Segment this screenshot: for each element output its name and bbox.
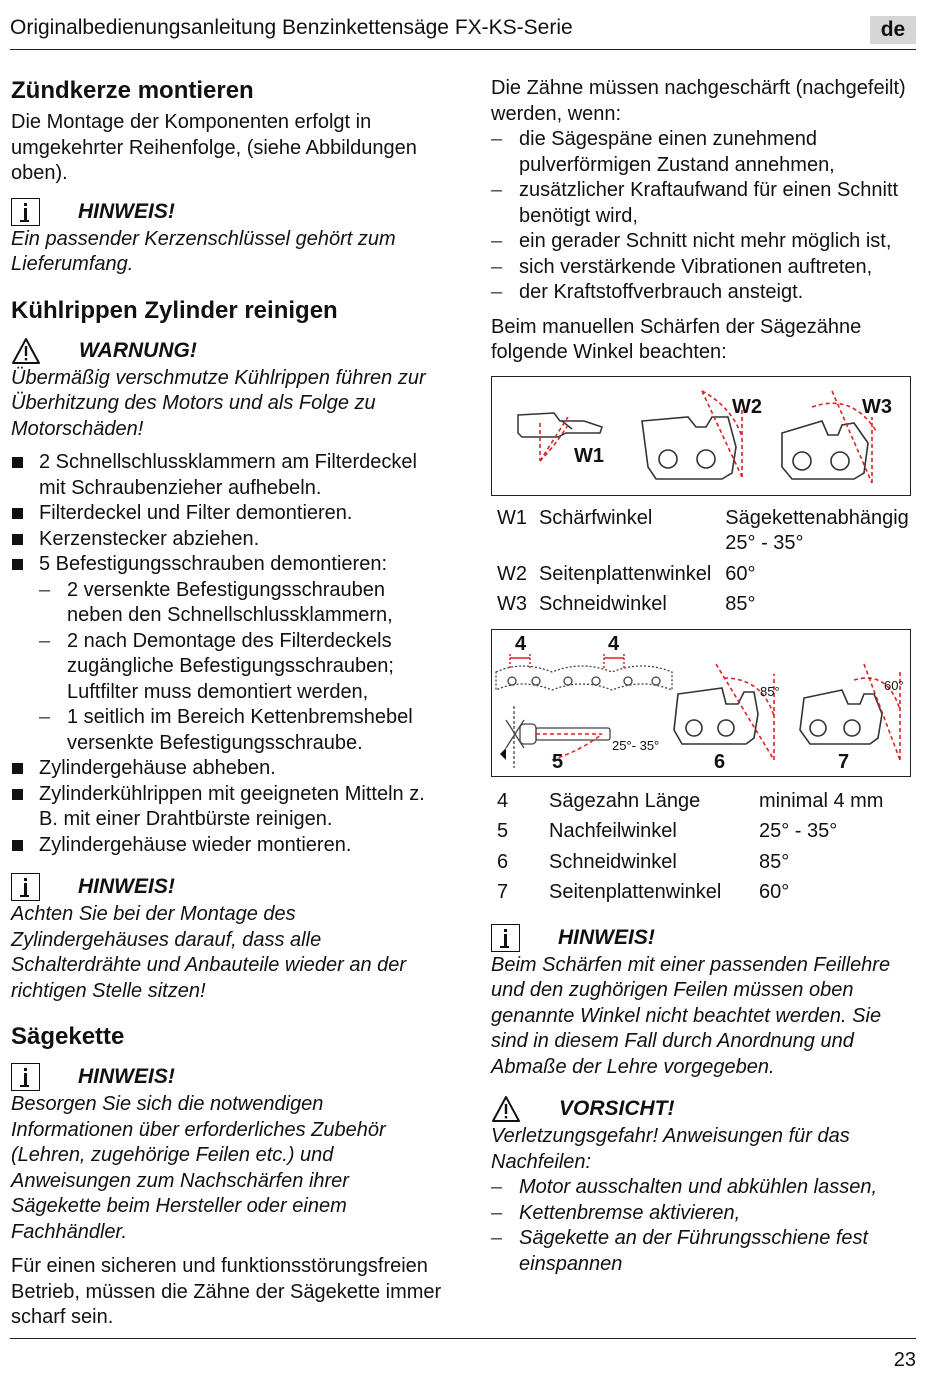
cell-code: 6 <box>497 850 509 873</box>
list-item: – ein gerader Schnitt nicht mehr möglich ist, <box>491 229 921 255</box>
page-header <box>10 14 916 50</box>
list-item: – zusätzlicher Kraftaufwand für einen Schnitt benötigt wird, <box>491 178 921 229</box>
table-row <box>497 590 921 621</box>
info-icon <box>11 1063 40 1091</box>
tooth-top-view <box>518 413 602 437</box>
right-column <box>491 76 921 1277</box>
cell-value: 60° <box>759 881 790 903</box>
sharpen-conditions <box>491 127 921 306</box>
page-number: 23 <box>893 1349 916 1371</box>
sublist-item: – 2 versenkte Befestigungsschrauben neben den Schnellschlussklammern, <box>39 578 443 629</box>
notice-header <box>11 1062 443 1092</box>
list-item: Zylindergehäuse abheben. <box>11 756 443 782</box>
cell-code: 7 <box>497 881 509 903</box>
caution-label: VORSICHT! <box>559 1097 675 1120</box>
label-w2: W2 <box>732 395 762 418</box>
tooth-side-view-w2 <box>642 417 736 479</box>
angle-diagram-2 <box>492 630 909 775</box>
angle-figure-2 <box>491 629 911 777</box>
cell-code: W1 <box>497 506 527 529</box>
list-item: Zylinderkühlrippen mit geeigneten Mitteln z. B. mit einer Drahtbürste reinigen. <box>11 782 443 833</box>
notice-label: HINWEIS! <box>78 199 175 223</box>
arrow-icon <box>500 748 506 760</box>
label-w3: W3 <box>862 395 892 418</box>
table-row <box>497 504 921 560</box>
cell-name: Schärfwinkel <box>538 506 653 529</box>
cell-code: 5 <box>497 820 509 842</box>
heading-cooling-fins: Kühlrippen Zylinder reinigen <box>11 296 338 324</box>
saw-chain-text: Für einen sicheren und funktionsstörungsfreien Betrieb, müssen die Zähne der Sägekette immer scharf sein. <box>11 1255 442 1328</box>
notice-label: HINWEIS! <box>78 875 175 898</box>
sharpen-intro: Die Zähne müssen nachgeschärft (nachgefeilt) werden, wenn: <box>491 77 906 125</box>
label-7: 7 <box>838 750 850 773</box>
screw-sublist <box>39 578 443 757</box>
sublist-item: – 1 seitlich im Bereich Kettenbremshebel versenkte Befestigungsschraube. <box>39 705 443 756</box>
cell-name: Seitenplattenwinkel <box>549 881 722 903</box>
cell-value: Sägekettenabhängig 25° - 35° <box>725 506 909 554</box>
caution-steps <box>491 1175 921 1277</box>
cell-name: Schneidwinkel <box>538 593 667 615</box>
angles-intro: Beim manuellen Schärfen der Sägezähne folgende Winkel beachten: <box>491 315 862 363</box>
heading-spark-plug: Zündkerze montieren <box>11 77 254 104</box>
warning-header <box>11 336 443 366</box>
language-badge: de <box>870 16 916 44</box>
cell-code: W3 <box>497 593 527 615</box>
list-item: – der Kraftstoffverbrauch ansteigt. <box>491 280 921 306</box>
chain-strip <box>496 666 672 690</box>
notice-text: Ein passender Kerzenschlüssel gehört zum Lieferumfang. <box>11 227 396 275</box>
cell-name: Schneidwinkel <box>549 850 677 873</box>
warning-icon <box>491 1095 521 1123</box>
table-row <box>497 817 883 848</box>
cell-name: Seitenplattenwinkel <box>538 562 712 585</box>
left-column <box>11 60 443 1331</box>
page-footer <box>10 1338 916 1371</box>
angle-table-1 <box>497 504 921 621</box>
angle-diagram-1 <box>492 377 909 494</box>
notice-text: Achten Sie bei der Montage des Zylindergehäuses darauf, dass alle Schalterdrähte und Anbauteile wieder an der richtigen Stelle sitzen! <box>11 903 407 1002</box>
table-row <box>497 787 883 818</box>
list-item: Zylindergehäuse wieder montieren. <box>11 833 443 859</box>
heading-saw-chain: Sägekette <box>11 1023 125 1050</box>
angle-figure-1 <box>491 376 911 496</box>
cell-value: 60° <box>725 562 756 585</box>
table-row <box>497 560 921 591</box>
list-item: – sich verstärkende Vibrationen auftreten, <box>491 255 921 281</box>
table-row <box>497 878 883 909</box>
cell-code: 4 <box>497 789 509 812</box>
list-item: 2 Schnellschlussklammern am Filterdeckel mit Schraubenzieher aufhebeln. <box>11 450 443 501</box>
label-5: 5 <box>552 750 564 773</box>
caution-text: Verletzungsgefahr! Anweisungen für das Nachfeilen: <box>491 1125 850 1173</box>
info-icon <box>11 198 40 226</box>
info-icon <box>11 873 40 901</box>
list-item-text: 5 Befestigungsschrauben demontieren: <box>39 553 388 575</box>
info-icon <box>491 924 520 952</box>
table-row <box>497 848 883 879</box>
cell-value: 25° - 35° <box>759 820 838 842</box>
cleaning-steps <box>11 450 443 858</box>
sublist-item: – 2 nach Demontage des Filterdeckels zugängliche Befestigungsschrauben; Luftfilter muss demontiert werden, <box>39 629 443 706</box>
notice-label: HINWEIS! <box>558 925 655 949</box>
cell-name: Sägezahn Länge <box>549 789 701 812</box>
list-item: – die Sägespäne einen zunehmend pulverförmigen Zustand annehmen, <box>491 127 921 178</box>
notice-label: HINWEIS! <box>78 1065 175 1088</box>
warning-label: WARNUNG! <box>79 338 197 362</box>
header-title: Originalbedienungsanleitung Benzinkettensäge FX-KS-Serie <box>10 16 573 39</box>
cell-value: 85° <box>725 593 756 615</box>
label-4b: 4 <box>608 632 620 655</box>
tooth-side-view-w3 <box>782 421 868 479</box>
tooth-6 <box>674 688 758 744</box>
label-60: 60° <box>884 677 904 693</box>
spark-plug-text: Die Montage der Komponenten erfolgt in umgekehrter Reihenfolge, (siehe Abbildungen oben). <box>11 111 417 184</box>
list-item: – Motor ausschalten und abkühlen lassen, <box>491 1175 921 1201</box>
list-item: – Kettenbremse aktivieren, <box>491 1201 921 1227</box>
cell-name: Nachfeilwinkel <box>549 820 677 842</box>
list-item <box>11 552 443 756</box>
list-item: – Sägekette an der Führungsschiene fest einspannen <box>491 1226 921 1277</box>
cell-code: W2 <box>497 562 527 585</box>
tooth-7 <box>800 690 882 744</box>
label-6: 6 <box>714 750 726 773</box>
list-item: Kerzenstecker abziehen. <box>11 527 443 553</box>
warning-icon <box>11 337 41 365</box>
notice-header <box>11 872 443 902</box>
label-w1: W1 <box>574 444 604 467</box>
cell-value: 85° <box>759 850 790 873</box>
notice-text: Besorgen Sie sich die notwendigen Informationen über erforderliches Zubehör (Lehren, zugehörige Feilen etc.) und Anweisungen zum Nachschärfen ihrer Sägekette beim Hersteller oder einem Fachhändler. <box>11 1093 386 1243</box>
notice-text: Beim Schärfen mit einer passenden Feillehre und den zughörigen Feilen müssen oben genannte Winkel nicht beachtet werden. Sie sind in diesem Fall durch Anordnung und Abmaße der Lehre vorgegeben. <box>491 953 891 1078</box>
caution-header <box>491 1094 921 1124</box>
notice-header <box>11 197 443 227</box>
cell-value: minimal 4 mm <box>759 789 884 812</box>
angle-table-2 <box>497 787 883 909</box>
list-item: Filterdeckel und Filter demontieren. <box>11 501 443 527</box>
label-85: 85° <box>760 683 780 699</box>
notice-header <box>491 923 921 953</box>
label-25-35: 25°- 35° <box>612 737 660 753</box>
warning-text: Übermäßig verschmutze Kühlrippen führen zur Überhitzung des Motors und als Folge zu Motorschäden! <box>11 366 426 440</box>
label-4a: 4 <box>515 632 527 655</box>
